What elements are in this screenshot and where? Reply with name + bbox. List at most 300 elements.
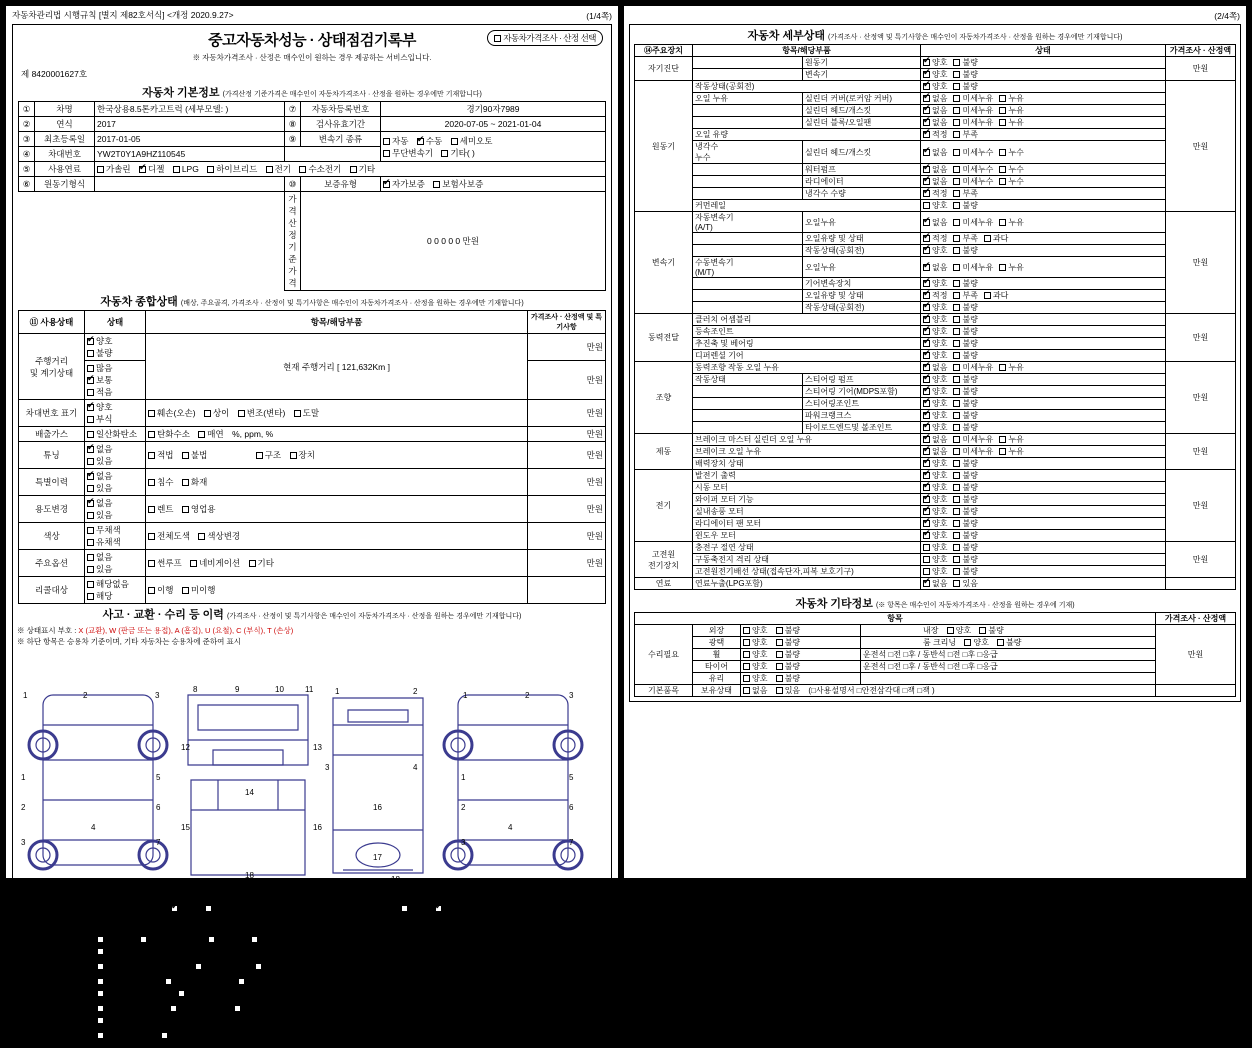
opt-불량[interactable] — [953, 326, 977, 337]
opt-불량[interactable] — [953, 245, 977, 256]
opt-co[interactable] — [87, 428, 137, 440]
checkbox[interactable] — [256, 452, 263, 459]
opt-manual[interactable] — [417, 135, 442, 147]
state-options[interactable] — [921, 566, 1166, 578]
checkbox[interactable] — [953, 202, 960, 209]
checkbox[interactable] — [87, 554, 94, 561]
opt-fire[interactable] — [182, 476, 207, 488]
checkbox[interactable] — [148, 410, 155, 417]
opt-none[interactable] — [87, 470, 112, 482]
part-package-tray[interactable] — [97, 1014, 169, 1026]
checkbox[interactable] — [953, 119, 960, 126]
state-options[interactable] — [921, 482, 1166, 494]
recall-parts[interactable] — [146, 577, 528, 604]
opt-good[interactable] — [743, 649, 767, 660]
checkbox[interactable] — [953, 412, 960, 419]
checkbox[interactable] — [923, 264, 930, 271]
checkbox[interactable] — [435, 905, 442, 912]
checkbox[interactable] — [923, 247, 930, 254]
checkbox[interactable] — [923, 95, 930, 102]
checkbox[interactable] — [953, 83, 960, 90]
checkbox[interactable] — [417, 138, 424, 145]
part-front-panel[interactable] — [97, 975, 157, 987]
state-options[interactable] — [921, 518, 1166, 530]
checkbox[interactable] — [923, 340, 930, 347]
checkbox[interactable] — [87, 458, 94, 465]
recall-state[interactable] — [85, 577, 146, 604]
checkbox[interactable] — [148, 431, 155, 438]
checkbox[interactable] — [923, 388, 930, 395]
opt-불량[interactable] — [953, 506, 977, 517]
part-pillar-panel[interactable] — [234, 1002, 340, 1014]
opt-미세누유[interactable] — [953, 93, 993, 104]
state-options[interactable] — [921, 69, 1166, 81]
opt-적정[interactable] — [923, 129, 947, 140]
checkbox[interactable] — [87, 485, 94, 492]
opt-yes[interactable] — [776, 685, 800, 696]
checkbox[interactable] — [923, 400, 930, 407]
accident-history-state[interactable] — [169, 900, 279, 915]
opt-미세누유[interactable] — [953, 362, 993, 373]
checkbox[interactable] — [97, 166, 104, 173]
opt-누유[interactable] — [999, 434, 1023, 445]
state-options[interactable] — [921, 278, 1166, 290]
state-options[interactable] — [921, 326, 1166, 338]
checkbox[interactable] — [87, 473, 94, 480]
checkbox[interactable] — [923, 202, 930, 209]
checkbox[interactable] — [953, 219, 960, 226]
tuning-parts[interactable] — [146, 442, 528, 469]
checkbox[interactable] — [294, 410, 301, 417]
opt-cvt[interactable] — [383, 147, 433, 159]
checkbox[interactable] — [198, 533, 205, 540]
opt-etc[interactable] — [249, 557, 274, 569]
checkbox[interactable] — [953, 364, 960, 371]
checkbox[interactable] — [953, 568, 960, 575]
checkbox[interactable] — [433, 181, 440, 188]
checkbox[interactable] — [743, 663, 750, 670]
part-rear-panel[interactable] — [178, 987, 234, 999]
checkbox[interactable] — [953, 149, 960, 156]
opt-양호[interactable] — [923, 200, 947, 211]
checkbox[interactable] — [923, 532, 930, 539]
checkbox[interactable] — [743, 651, 750, 658]
exterior-state[interactable] — [741, 625, 861, 637]
opt-부족[interactable] — [953, 129, 977, 140]
state-options[interactable] — [921, 93, 1166, 105]
checkbox[interactable] — [999, 166, 1006, 173]
opt-불량[interactable] — [953, 530, 977, 541]
checkbox[interactable] — [999, 436, 1006, 443]
checkbox[interactable] — [923, 424, 930, 431]
opt-누유[interactable] — [999, 93, 1023, 104]
checkbox[interactable] — [198, 431, 205, 438]
checkbox[interactable] — [97, 948, 104, 955]
checkbox[interactable] — [97, 936, 104, 943]
part-door[interactable] — [208, 933, 243, 945]
opt-불량[interactable] — [953, 410, 977, 421]
opt-불량[interactable] — [953, 57, 977, 68]
part-trunk-floor[interactable] — [97, 987, 169, 999]
tire-state[interactable] — [741, 661, 861, 673]
checkbox[interactable] — [953, 448, 960, 455]
opt-없음[interactable] — [923, 262, 947, 273]
checkbox[interactable] — [743, 687, 750, 694]
state-options[interactable] — [921, 398, 1166, 410]
opt-done[interactable] — [148, 584, 173, 596]
opt-semiauto[interactable] — [451, 135, 493, 147]
part-floor-panel[interactable] — [161, 1029, 225, 1041]
opt-없음[interactable] — [923, 147, 947, 158]
checkbox[interactable] — [87, 512, 94, 519]
checkbox[interactable] — [87, 539, 94, 546]
checkbox[interactable] — [953, 292, 960, 299]
checkbox[interactable] — [923, 556, 930, 563]
state-options[interactable] — [921, 494, 1166, 506]
checkbox[interactable] — [953, 580, 960, 587]
color-parts[interactable] — [146, 523, 528, 550]
checkbox[interactable] — [979, 627, 986, 634]
opt-불량[interactable] — [953, 314, 977, 325]
checkbox[interactable] — [182, 452, 189, 459]
opt-불량[interactable] — [953, 494, 977, 505]
part-radiator-support[interactable] — [97, 945, 238, 957]
checkbox[interactable] — [383, 150, 390, 157]
state-options[interactable] — [921, 350, 1166, 362]
opt-bad[interactable] — [776, 661, 800, 672]
checkbox[interactable] — [234, 1005, 241, 1012]
checkbox[interactable] — [87, 365, 94, 372]
tuning-state[interactable] — [85, 442, 146, 469]
checkbox[interactable] — [953, 328, 960, 335]
checkbox[interactable] — [87, 446, 94, 453]
checkbox[interactable] — [441, 150, 448, 157]
opt-누유[interactable] — [999, 105, 1023, 116]
opt-good[interactable] — [743, 637, 767, 648]
opt-good[interactable] — [743, 625, 767, 636]
checkbox[interactable] — [451, 138, 458, 145]
checkbox[interactable] — [947, 627, 954, 634]
opt-yes[interactable] — [435, 902, 460, 914]
opt-erased[interactable] — [294, 407, 319, 419]
opt-누유[interactable] — [999, 446, 1023, 457]
simple-repair-state[interactable] — [399, 900, 606, 915]
opt-bad[interactable] — [87, 347, 112, 359]
checkbox[interactable] — [255, 963, 262, 970]
checkbox[interactable] — [140, 936, 147, 943]
checkbox[interactable] — [139, 166, 146, 173]
opt-불량[interactable] — [953, 374, 977, 385]
checkbox[interactable] — [999, 219, 1006, 226]
opt-미세누유[interactable] — [953, 434, 993, 445]
opt-full-repaint[interactable] — [148, 530, 190, 542]
checkbox[interactable] — [87, 377, 94, 384]
opt-누수[interactable] — [999, 147, 1023, 158]
checkbox[interactable] — [87, 350, 94, 357]
state-options[interactable] — [921, 188, 1166, 200]
checkbox[interactable] — [923, 235, 930, 242]
checkbox[interactable] — [953, 178, 960, 185]
checkbox[interactable] — [87, 389, 94, 396]
checkbox[interactable] — [743, 675, 750, 682]
checkbox[interactable] — [182, 506, 189, 513]
checkbox[interactable] — [923, 219, 930, 226]
opt-structure[interactable] — [256, 449, 281, 461]
price-survey-option[interactable] — [487, 30, 603, 46]
part-front-fender[interactable] — [140, 933, 200, 945]
opt-yes[interactable] — [87, 455, 112, 467]
opt-누유[interactable] — [999, 217, 1023, 228]
vehicle-diagram[interactable] — [13, 650, 611, 900]
checkbox[interactable] — [87, 593, 94, 600]
opt-미세누수[interactable] — [953, 176, 993, 187]
state-options[interactable] — [921, 410, 1166, 422]
checkbox[interactable] — [208, 936, 215, 943]
state-options[interactable] — [921, 422, 1166, 434]
checkbox[interactable] — [923, 544, 930, 551]
checkbox[interactable] — [923, 316, 930, 323]
use-change-state[interactable] — [85, 496, 146, 523]
checkbox[interactable] — [776, 627, 783, 634]
opt-normal[interactable] — [87, 374, 112, 386]
checkbox[interactable] — [204, 410, 211, 417]
checkbox[interactable] — [923, 131, 930, 138]
opt-불량[interactable] — [953, 482, 977, 493]
interior-row[interactable] — [861, 625, 1156, 637]
opt-navigation[interactable] — [190, 557, 240, 569]
part-roof-panel[interactable] — [195, 960, 246, 972]
opt-yes[interactable] — [87, 509, 112, 521]
opt-불량[interactable] — [953, 470, 977, 481]
opt-none[interactable] — [87, 497, 112, 509]
checkbox[interactable] — [953, 388, 960, 395]
opt-na[interactable] — [87, 578, 129, 590]
checkbox[interactable] — [923, 580, 930, 587]
opt-good[interactable] — [947, 625, 971, 636]
checkbox[interactable] — [953, 436, 960, 443]
options-state[interactable] — [85, 550, 146, 577]
part-side-sill-panel[interactable] — [255, 960, 323, 972]
checkbox[interactable] — [953, 460, 960, 467]
checkbox[interactable] — [923, 83, 930, 90]
opt-electric[interactable] — [266, 163, 291, 175]
opt-hc[interactable] — [148, 428, 190, 440]
checkbox[interactable] — [984, 235, 991, 242]
checkbox[interactable] — [97, 1005, 104, 1012]
opt-있음[interactable] — [953, 578, 977, 589]
state-options[interactable] — [921, 470, 1166, 482]
checkbox[interactable] — [953, 544, 960, 551]
checkbox[interactable] — [953, 280, 960, 287]
checkbox[interactable] — [953, 131, 960, 138]
checkbox[interactable] — [87, 500, 94, 507]
checkbox[interactable] — [87, 416, 94, 423]
rank-items[interactable] — [95, 973, 496, 1000]
state-options[interactable] — [921, 233, 1166, 245]
checkbox[interactable] — [170, 1005, 177, 1012]
checkbox[interactable] — [999, 95, 1006, 102]
rank-items[interactable] — [95, 931, 496, 958]
opt-rent[interactable] — [148, 503, 173, 515]
checkbox[interactable] — [97, 1032, 104, 1039]
opt-불량[interactable] — [953, 81, 977, 92]
checkbox[interactable] — [923, 448, 930, 455]
checkbox[interactable] — [923, 59, 930, 66]
opt-hybrid[interactable] — [207, 163, 257, 175]
checkbox[interactable] — [87, 338, 94, 345]
options-parts[interactable] — [146, 550, 528, 577]
state-options[interactable] — [921, 212, 1166, 233]
checkbox[interactable] — [953, 532, 960, 539]
opt-bad[interactable] — [997, 637, 1021, 648]
opt-none[interactable] — [87, 443, 112, 455]
state-options[interactable] — [921, 434, 1166, 446]
checkbox[interactable] — [182, 587, 189, 594]
wheel-position[interactable]: 운전석 □전 □후 / 동반석 □전 □후 □응급 — [861, 649, 1156, 661]
checkbox[interactable] — [997, 639, 1004, 646]
checkbox[interactable] — [299, 166, 306, 173]
checkbox[interactable] — [776, 687, 783, 694]
checkbox[interactable] — [953, 95, 960, 102]
checkbox[interactable] — [148, 560, 155, 567]
opt-device[interactable] — [290, 449, 315, 461]
checkbox[interactable] — [266, 166, 273, 173]
checkbox[interactable] — [923, 364, 930, 371]
emission-state[interactable] — [85, 427, 146, 442]
checkbox[interactable] — [923, 568, 930, 575]
opt-hydrogen[interactable] — [299, 163, 341, 175]
opt-누유[interactable] — [999, 117, 1023, 128]
state-options[interactable] — [921, 81, 1166, 93]
use-change-parts[interactable] — [146, 496, 528, 523]
glass-state[interactable] — [741, 673, 861, 685]
opt-불량[interactable] — [953, 278, 977, 289]
checkbox[interactable] — [953, 235, 960, 242]
checkbox[interactable] — [999, 178, 1006, 185]
opt-altered[interactable] — [238, 407, 286, 419]
checkbox[interactable] — [923, 149, 930, 156]
checkbox[interactable] — [161, 1032, 168, 1039]
state-options[interactable] — [921, 530, 1166, 542]
opt-불량[interactable] — [953, 554, 977, 565]
mileage-amount[interactable] — [85, 361, 146, 400]
state-options[interactable] — [921, 164, 1166, 176]
opt-smoke[interactable] — [198, 428, 223, 440]
opt-diesel[interactable] — [139, 163, 164, 175]
checkbox[interactable] — [178, 990, 185, 997]
state-options[interactable] — [921, 314, 1166, 326]
checkbox[interactable] — [87, 581, 94, 588]
checkbox[interactable] — [776, 651, 783, 658]
opt-none[interactable] — [401, 902, 426, 914]
price-survey-checkbox[interactable] — [494, 35, 501, 42]
checkbox[interactable] — [148, 479, 155, 486]
state-options[interactable] — [921, 446, 1166, 458]
state-options[interactable] — [921, 554, 1166, 566]
possession-state[interactable] — [741, 685, 1156, 697]
checkbox[interactable] — [776, 639, 783, 646]
opt-self-warranty[interactable] — [383, 178, 425, 190]
state-options[interactable] — [921, 302, 1166, 314]
opt-achromatic[interactable] — [87, 524, 121, 536]
opt-불량[interactable] — [953, 542, 977, 553]
opt-bad[interactable] — [776, 637, 800, 648]
opt-불량[interactable] — [953, 398, 977, 409]
opt-yes[interactable] — [87, 563, 112, 575]
opt-gasoline[interactable] — [97, 163, 131, 175]
opt-different[interactable] — [204, 407, 229, 419]
opt-not-done[interactable] — [182, 584, 216, 596]
opt-sunroof[interactable] — [148, 557, 182, 569]
warranty-options[interactable] — [381, 177, 606, 192]
checkbox[interactable] — [87, 431, 94, 438]
room-cleaning-row[interactable] — [861, 637, 1156, 649]
checkbox[interactable] — [953, 340, 960, 347]
checkbox[interactable] — [953, 376, 960, 383]
opt-누수[interactable] — [999, 176, 1023, 187]
part-wheel-house[interactable] — [170, 1002, 226, 1014]
opt-illegal[interactable] — [182, 449, 207, 461]
opt-과다[interactable] — [984, 290, 1008, 301]
mileage-state[interactable] — [85, 334, 146, 361]
checkbox[interactable] — [923, 352, 930, 359]
transmission-options[interactable] — [381, 132, 606, 162]
state-options[interactable] — [921, 362, 1166, 374]
checkbox[interactable] — [953, 520, 960, 527]
part-side-member[interactable] — [97, 1002, 161, 1014]
opt-color-change[interactable] — [198, 530, 240, 542]
opt-부족[interactable] — [953, 188, 977, 199]
opt-없음[interactable] — [923, 578, 947, 589]
state-options[interactable] — [921, 257, 1166, 278]
checkbox[interactable] — [923, 119, 930, 126]
opt-없음[interactable] — [923, 217, 947, 228]
checkbox[interactable] — [953, 166, 960, 173]
checkbox[interactable] — [953, 472, 960, 479]
opt-insurance-warranty[interactable] — [433, 178, 483, 190]
possession-items[interactable]: (□사용설명서 □안전삼각대 □잭 □잭 ) — [808, 686, 935, 695]
checkbox[interactable] — [923, 508, 930, 515]
checkbox[interactable] — [953, 59, 960, 66]
special-history-parts[interactable] — [146, 469, 528, 496]
opt-미세누유[interactable] — [953, 217, 993, 228]
state-options[interactable] — [921, 117, 1166, 129]
opt-불량[interactable] — [953, 302, 977, 313]
checkbox[interactable] — [238, 978, 245, 985]
checkbox[interactable] — [953, 71, 960, 78]
opt-none[interactable] — [87, 551, 112, 563]
checkbox[interactable] — [190, 560, 197, 567]
vin-mark-parts[interactable] — [146, 400, 528, 427]
rank-items[interactable] — [95, 958, 496, 973]
opt-양호[interactable] — [923, 245, 947, 256]
opt-누유[interactable] — [999, 362, 1023, 373]
checkbox[interactable] — [249, 560, 256, 567]
opt-부족[interactable] — [953, 233, 977, 244]
checkbox[interactable] — [195, 963, 202, 970]
opt-불량[interactable] — [953, 69, 977, 80]
opt-flood[interactable] — [148, 476, 173, 488]
opt-미세누수[interactable] — [953, 164, 993, 175]
checkbox[interactable] — [953, 107, 960, 114]
opt-other[interactable] — [441, 147, 474, 159]
checkbox[interactable] — [923, 484, 930, 491]
part-dash-panel[interactable] — [97, 1029, 153, 1041]
opt-few[interactable] — [87, 386, 112, 398]
checkbox[interactable] — [182, 479, 189, 486]
opt-good[interactable] — [87, 335, 112, 347]
opt-불량[interactable] — [953, 338, 977, 349]
